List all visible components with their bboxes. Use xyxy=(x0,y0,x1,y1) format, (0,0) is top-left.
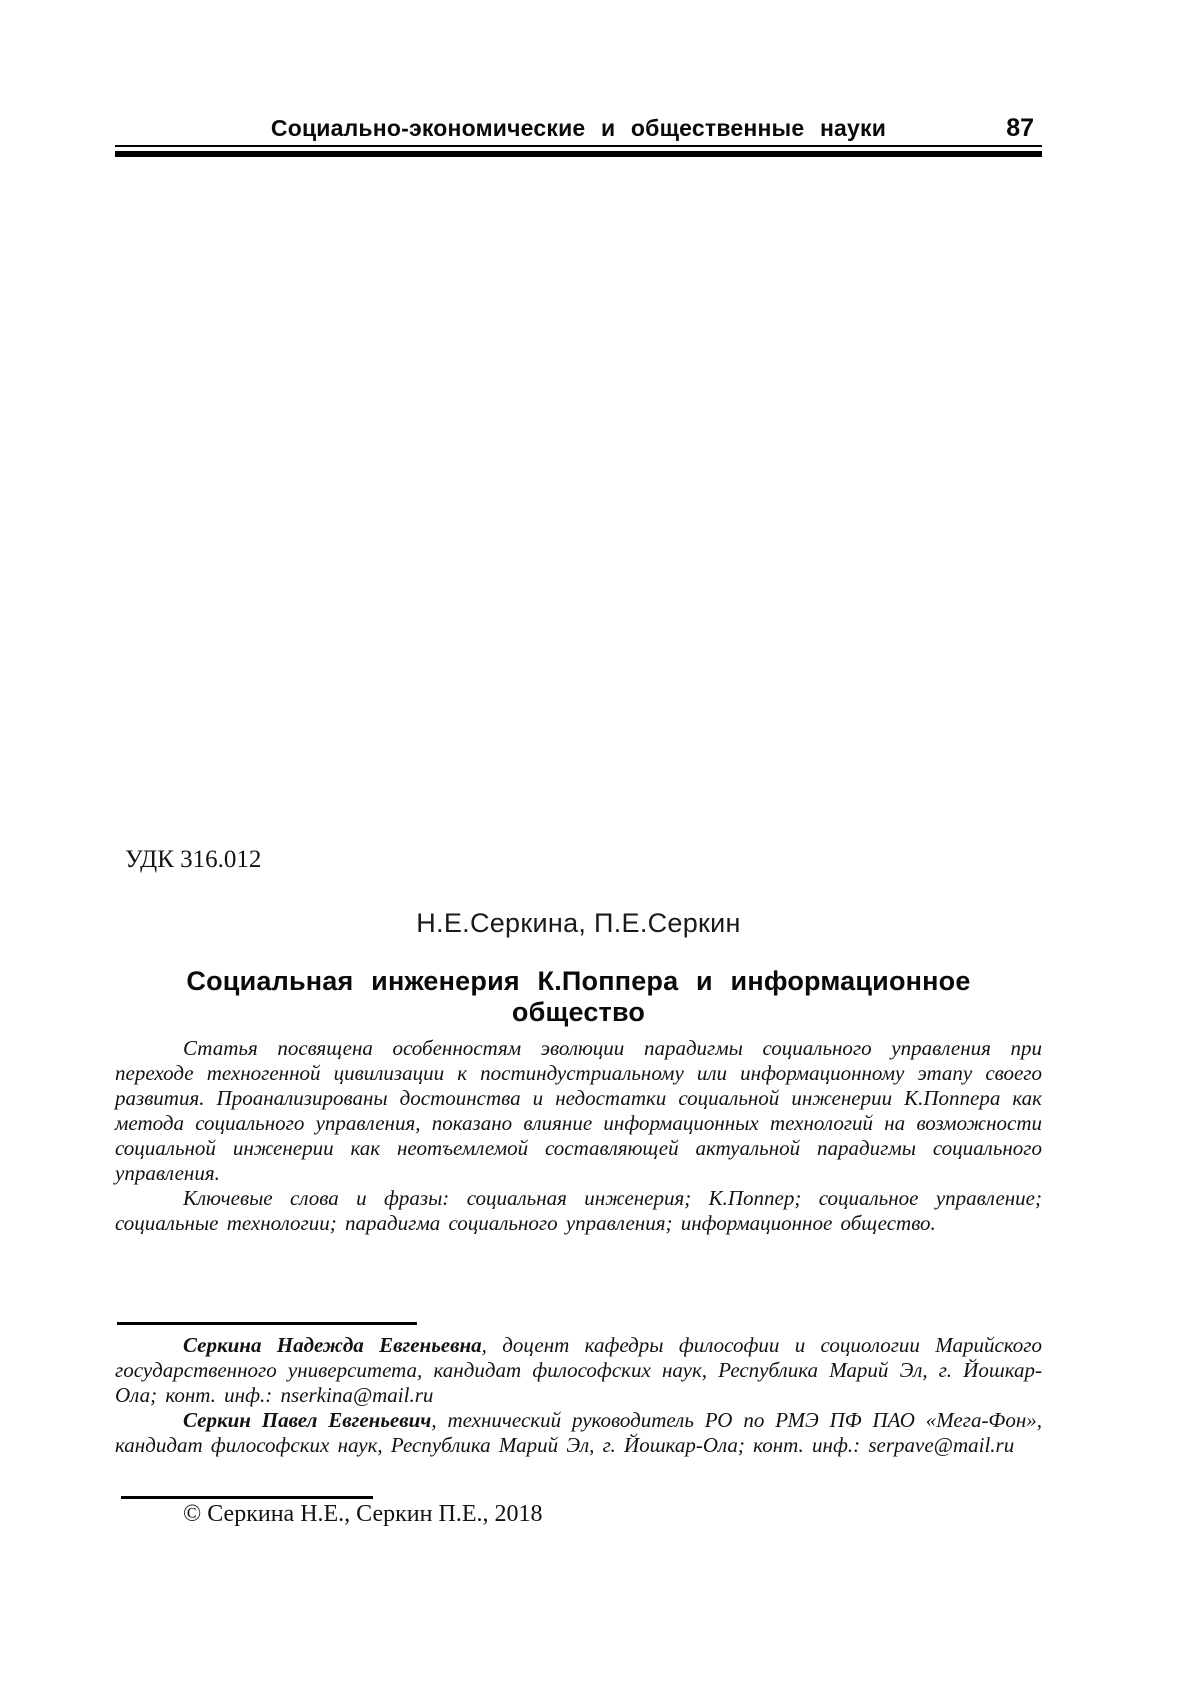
footnote-author-1-name: Серкина Надежда Евгеньевна xyxy=(183,1333,482,1357)
copyright-separator-rule xyxy=(121,1496,373,1499)
keywords-label: Ключевые слова и фразы: xyxy=(183,1186,450,1210)
footnote xyxy=(115,1333,1042,1458)
footnote-author-2-name: Серкин Павел Евгеньевич xyxy=(183,1408,432,1432)
article-keywords xyxy=(115,1186,1042,1236)
abstract-block xyxy=(115,1036,1042,1236)
footnote-author-1-info: , доцент кафедры философии и социологии Марийского государственного университета, кандидат философских наук, Республика Марий Эл, г. Йошкар-Ола; конт. инф.: nserkina@mail.ru xyxy=(115,1333,1042,1407)
section-title: Социально-экономические и общественные науки xyxy=(270,115,887,141)
header-row xyxy=(115,113,1042,144)
page-header xyxy=(115,113,1042,157)
keywords-text: социальная инженерия; К.Поппер; социальное управление; социальные технологии; парадигма социального управления; информационное общество. xyxy=(115,1186,1043,1235)
page-number: 87 xyxy=(1006,114,1034,142)
article-abstract: Статья посвящена особенностям эволюции парадигмы социального управления при переходе техногенной цивилизации к постиндустриальному или информационному этапу своего развития. Проанализированы достоинства и недостатки социальной инженерии К.Поппера как метода социального управления, показано влияние информационных технологий на возможности социальной инженерии как неотъемлемой составляющей актуальной парадигмы социального управления. xyxy=(115,1036,1042,1185)
article-title: Социальная инженерия К.Поппера и информационное общество xyxy=(186,966,971,1027)
article-authors: Н.Е.Серкина, П.Е.Серкин xyxy=(416,908,741,938)
header-rule-thin xyxy=(115,145,1042,147)
header-rule-thick xyxy=(115,151,1042,157)
footnote-author-2-info: , технический руководитель РО по РМЭ ПФ ПАО «Мега-Фон», кандидат философских наук, Республика Марий Эл, г. Йошкар-Ола; конт. инф.: serpave@mail.ru xyxy=(115,1408,1042,1457)
footnote-author-1 xyxy=(115,1333,1042,1408)
footnote-separator-rule xyxy=(117,1322,417,1325)
footnote-author-2 xyxy=(115,1408,1042,1458)
copyright-line: © Серкина Н.Е., Серкин П.Е., 2018 xyxy=(183,1501,543,1527)
udc-code: УДК 316.012 xyxy=(125,846,262,873)
